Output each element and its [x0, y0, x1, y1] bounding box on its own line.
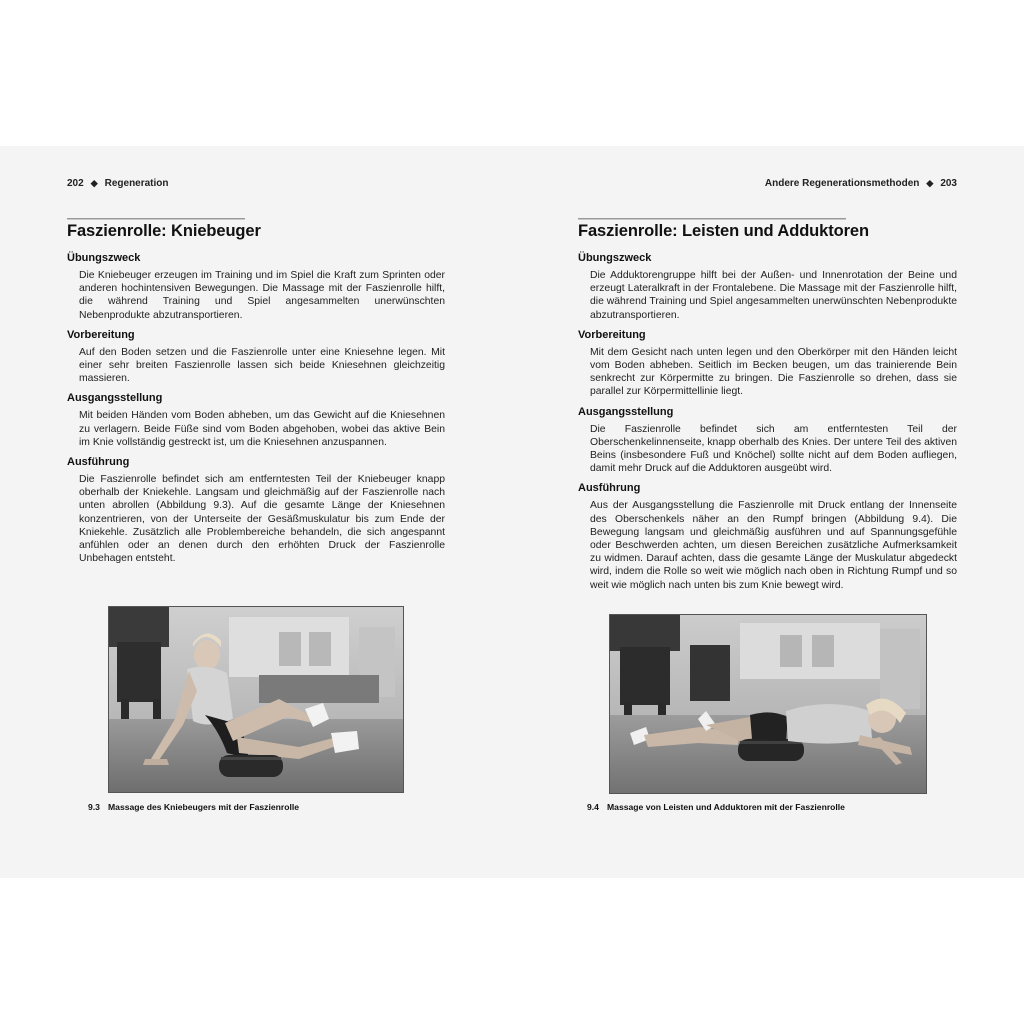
- figure-caption: [587, 802, 845, 812]
- gym-photo-illustration: [109, 607, 403, 792]
- chapter-title: Regeneration: [104, 178, 169, 189]
- paragraph: Mit dem Gesicht nach unten legen und den Oberkörper mit den Händen leicht vom Boden abheben. Seitlich im Becken beugen, um das trainierende Bein senkrecht zur Körpermitte zu bringen. Die Faszienrolle so drehen, dass sie parallel zur Körpermittellinie liegt.: [590, 346, 957, 398]
- figure-photo-hamstring-roll: [108, 606, 404, 793]
- subheading: Vorbereitung: [578, 328, 646, 341]
- paragraph: Die Faszienrolle befindet sich am entferntesten Teil der Kniebeuger knapp oberhalb der Kniekehle. Langsam und gleichmäßig auf der Faszienrolle nach unten abrollen (Abbildung 9.3). Auf die gesamte Länge der Kniesehnen konzentrieren, von der Unterseite der Gesäßmuskulatur bis zum Ende der Kniekehle. Zusätzlich alle Problembereiche behandeln, die sich angespannt anfühlen oder an denen durch den erhöhten Druck der Faszienrolle Unbehagen entsteht.: [79, 474, 445, 565]
- section-title: Faszienrolle: Leisten und Adduktoren: [578, 222, 869, 240]
- subheading: Übungszweck: [578, 252, 652, 264]
- subheading: Vorbereitung: [67, 328, 135, 341]
- subheading: Ausgangsstellung: [67, 392, 163, 405]
- left-page: [0, 146, 512, 878]
- right-page: [512, 146, 1024, 878]
- figure-caption-text: Massage des Kniebeugers mit der Faszienrolle: [108, 802, 300, 812]
- subheading: Ausführung: [67, 456, 130, 469]
- right-body: [578, 251, 957, 598]
- figure-caption-text: Massage von Leisten und Adduktoren mit der Faszienrolle: [607, 802, 845, 812]
- title-rule: [578, 218, 846, 219]
- paragraph: Die Faszienrolle befindet sich am entferntesten Teil der Oberschenkelinnenseite, knapp oberhalb des Knies. Der untere Teil des aktiven Beins (insbesondere Fuß und Knöchel) sollte nicht auf dem Boden aufliegen, damit mehr Druck auf die Adduktoren ausgeübt wird.: [590, 423, 957, 475]
- paragraph: Auf den Boden setzen und die Faszienrolle unter eine Kniesehne legen. Mit einer sehr breiten Faszienrolle lassen sich beide Kniesehnen gleichzeitig massieren.: [79, 346, 445, 385]
- book-spread: [0, 146, 1024, 878]
- subheading: Ausgangsstellung: [578, 405, 674, 418]
- figure-photo-adductor-roll: [609, 614, 927, 794]
- diamond-icon: ◆: [90, 178, 98, 188]
- figure-number: 9.3: [88, 802, 100, 812]
- subheading: Übungszweck: [67, 252, 141, 264]
- page-number: 203: [940, 178, 957, 189]
- section-title: Faszienrolle: Kniebeuger: [67, 222, 261, 240]
- paragraph: Aus der Ausgangsstellung die Faszienrolle mit Druck entlang der Innenseite des Oberschenkels näher an den Rumpf bringen (Abbildung 9.4). Die Bewegung langsam und gleichmäßig ausführen und auf Spannungsgefühle oder Beschwerden achten, um diesen Bereichen zusätzliche Aufmerksamkeit zu widmen. Darauf achten, dass die gesamte Länge der Muskulatur abgedeckt wird, indem die Rolle so weit wie möglich nach oben in Richtung Rumpf und so weit wie möglich nach unten bis zum Knie bewegt wird.: [590, 500, 957, 591]
- paragraph: Mit beiden Händen vom Boden abheben, um das Gewicht auf die Kniesehnen zu verlagern. Beide Füße sind vom Boden abgehoben, wobei das aktive Bein im Knie vollständig gestreckt ist, um die Kniesehnen anzuspannen.: [79, 410, 445, 448]
- page-number: 202: [67, 178, 84, 189]
- figure-number: 9.4: [587, 802, 599, 812]
- title-rule: [67, 218, 245, 219]
- paragraph: Die Kniebeuger erzeugen im Training und im Spiel die Kraft zum Sprinten oder anderen hochintensiven Bewegungen. Die Massage mit der Faszienrolle hilft, die während Training und Spiel angesammelten unerwünschten Nebenprodukte abzutransportieren.: [79, 270, 445, 321]
- figure-caption: [88, 802, 299, 812]
- chapter-title: Andere Regenerationsmethoden: [764, 178, 920, 189]
- diamond-icon: ◆: [926, 178, 934, 188]
- left-body: [67, 251, 445, 571]
- gym-photo-illustration: [610, 615, 926, 793]
- subheading: Ausführung: [578, 482, 641, 495]
- right-running-head: [765, 178, 957, 189]
- left-running-head: [67, 178, 169, 189]
- paragraph: Die Adduktorengruppe hilft bei der Außen- und Innenrotation der Beine und erzeugt Lateralkraft in der Frontalebene. Die Massage mit der Faszienrolle hilft, die während Training und Spiel angesammelten unerwünschten Nebenprodukte abzutransportieren.: [590, 270, 957, 321]
